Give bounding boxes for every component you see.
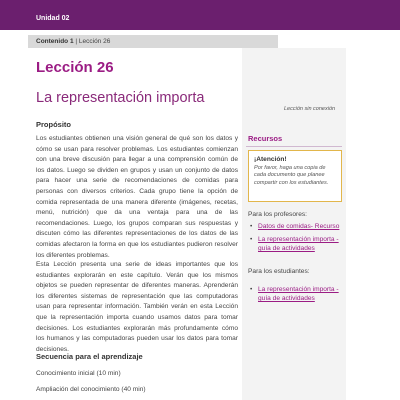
student-resource-link-activity-guide[interactable]: La representación importa - guía de actividades bbox=[258, 286, 339, 302]
attention-body: Por favor, haga una copia de cada documento que planee compartir con los estudiantes. bbox=[254, 165, 329, 186]
bullet-icon: • bbox=[250, 223, 253, 230]
student-resources-list bbox=[248, 285, 344, 307]
bullet-icon: • bbox=[250, 236, 253, 243]
resources-divider bbox=[246, 146, 342, 147]
page-title: La representación importa bbox=[36, 90, 205, 106]
purpose-paragraph-2: Esta Lección presenta una serie de ideas importantes que los estudiantes explorarán en este capítulo. Verán que los mismos objetos se pueden representar de diferentes maneras. Aprenderán los diferentes sistemas de representación que las computadoras usan para representar información. También verán en esta Lección que la representación importa cuando usamos datos para tomar decisiones. Los estudiantes explorarán más profundamente cómo los humanos y las computadoras pueden usar los datos para tomar decisiones. bbox=[36, 261, 238, 353]
teacher-resource-link-meal-data[interactable]: Datos de comidas- Recurso bbox=[258, 223, 340, 230]
breadcrumb-content: Contenido 1 bbox=[36, 38, 74, 45]
attention-title: ¡Atención! bbox=[254, 156, 287, 163]
list-item bbox=[248, 285, 344, 303]
breadcrumb-lesson: Lección 26 bbox=[78, 38, 111, 45]
sequence-item: Ampliación del conocimiento (40 min) bbox=[36, 386, 146, 393]
unit-label: Unidad 02 bbox=[36, 15, 70, 22]
bullet-icon: • bbox=[250, 286, 253, 293]
offline-label: Lección sin conexión bbox=[284, 106, 336, 112]
teacher-resources-list bbox=[248, 222, 344, 257]
breadcrumb bbox=[36, 38, 110, 45]
resources-heading: Recursos bbox=[248, 134, 283, 143]
sequence-heading: Secuencia para el aprendizaje bbox=[36, 352, 143, 361]
lesson-number: Lección 26 bbox=[36, 59, 114, 76]
for-students-label: Para los estudiantes: bbox=[248, 268, 310, 275]
attention-box bbox=[248, 150, 342, 202]
sequence-item: Conocimiento inicial (10 min) bbox=[36, 370, 121, 377]
breadcrumb-separator: | bbox=[75, 38, 78, 45]
for-teachers-label: Para los profesores: bbox=[248, 211, 308, 218]
list-item bbox=[248, 235, 344, 253]
purpose-heading: Propósito bbox=[36, 120, 71, 129]
teacher-resource-link-activity-guide[interactable]: La representación importa - guía de actividades bbox=[258, 236, 339, 252]
purpose-paragraph-1: Los estudiantes obtienen una visión general de qué son los datos y cómo se usan para resolver problemas. Los estudiantes comienzan con una breve discusión para llegar a una comprensión común de los datos. Luego se dividen en grupos y usan un conjunto de datos para hacer una serie de recomendaciones de comidas para personas con diversos criterios. Cada grupo tiene la opción de comida representada de una manera diferente (imágenes, recetas, menú, nutrición) que da una ventaja para una de las recomendaciones. Luego, los grupos comparan sus respuestas y discuten cómo las diferentes representaciones de los datos de las comidas afectaron la forma en que los estudiantes pudieron resolver los diferentes problemas. bbox=[36, 135, 238, 259]
list-item bbox=[248, 222, 344, 231]
